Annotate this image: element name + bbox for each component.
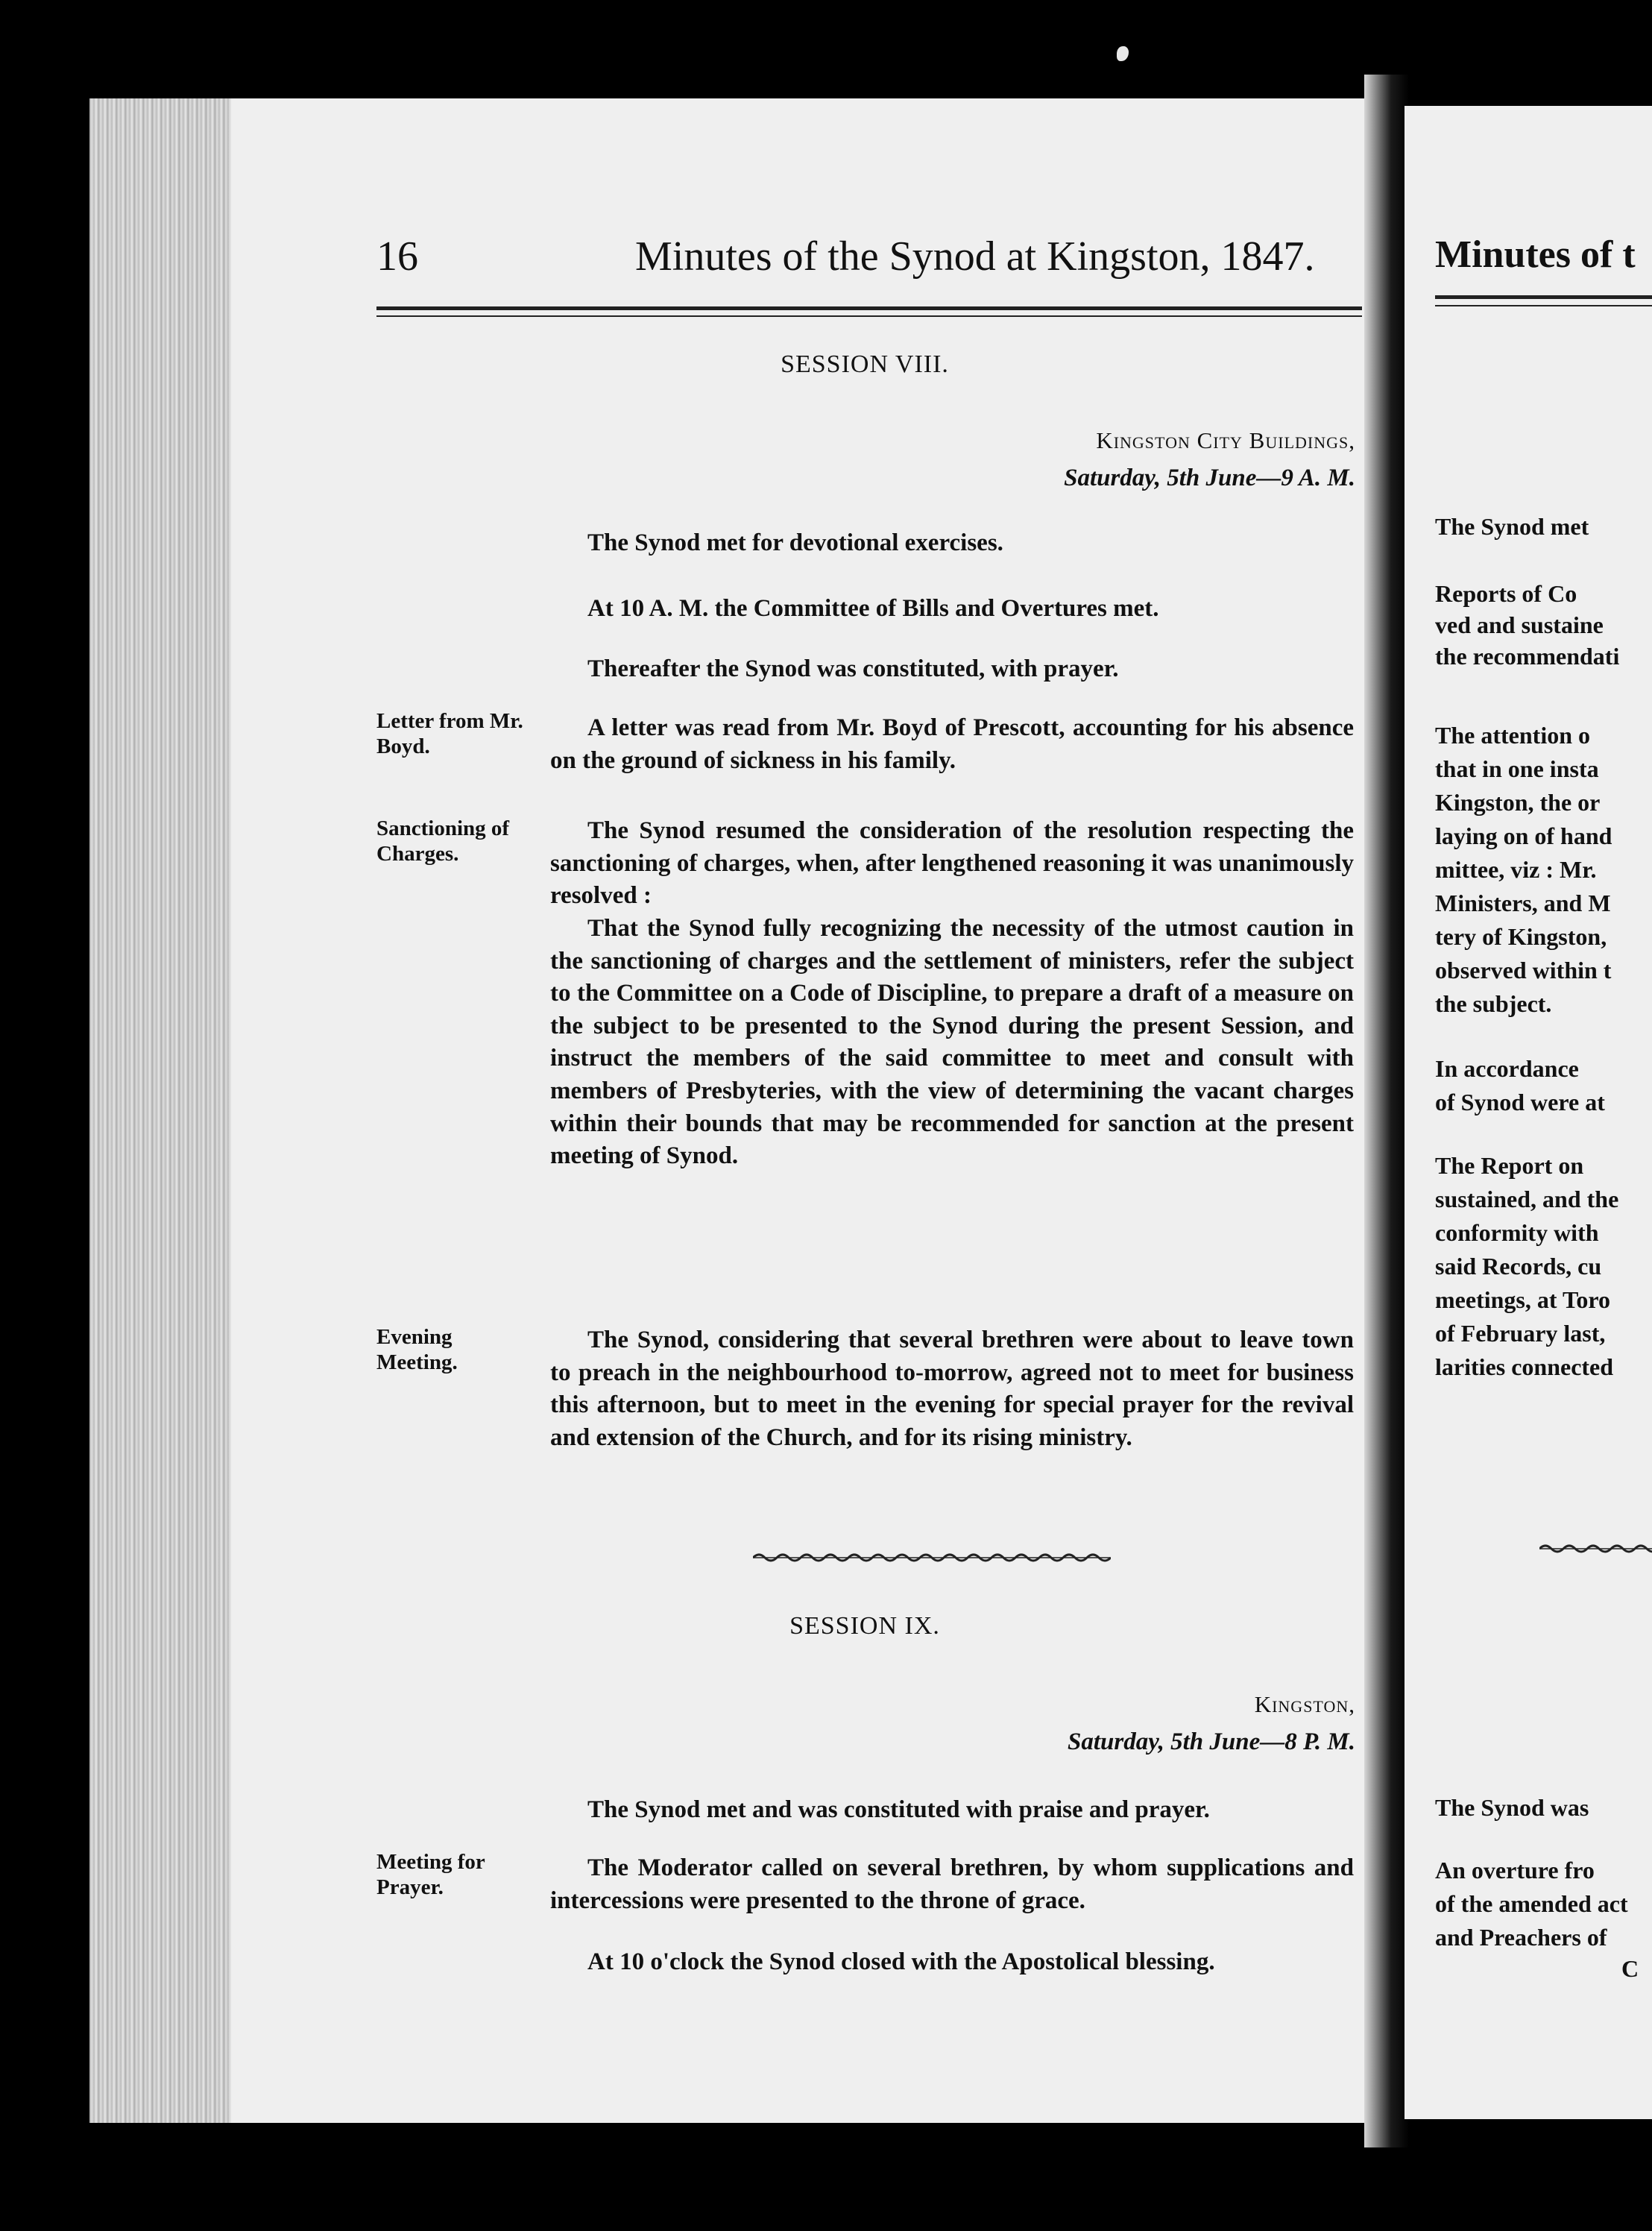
paragraph: A letter was read from Mr. Boyd of Prescott, accounting for his absence on the ground of sickness in his family. <box>550 714 1354 774</box>
session-ix-place: Kingston, <box>1254 1691 1355 1717</box>
page-edge-shading <box>89 98 231 2123</box>
right-text-line: the recommendati <box>1435 643 1620 670</box>
book-gutter <box>1364 75 1409 2147</box>
right-text-line: The Synod was <box>1435 1794 1589 1821</box>
right-text-line: An overture fro <box>1435 1857 1595 1884</box>
session-ix-title: SESSION IX. <box>789 1612 940 1640</box>
paragraph: The Synod met and was constituted with praise and prayer. <box>587 1796 1210 1823</box>
right-text-line: and Preachers of <box>1435 1924 1607 1951</box>
right-ornamental-divider <box>1539 1541 1652 1556</box>
margin-note-letter: Letter from Mr. Boyd. <box>376 709 523 758</box>
session-ix-date: Saturday, 5th June—8 P. M. <box>1067 1728 1355 1755</box>
running-title: Minutes of the Synod at Kingston, 1847. <box>635 233 1315 280</box>
paragraph: That the Synod fully recognizing the necessity of the utmost caution in the sanctioning of charges and the settlement of ministers, refer the subject to the Committee on a Code of Discipline, to prepare a draft of a measure on the subject to be presented to the Synod during the present Session, and instruct the members of the said committee to meet and consult with members of Presbyteries, with the view of determining the vacant charges within their bounds that may be recommended for sanction at the present meeting of Synod. <box>550 915 1354 1170</box>
right-text-line: laying on of hand <box>1435 822 1612 849</box>
paragraph: Thereafter the Synod was constituted, with prayer. <box>587 655 1119 682</box>
session-viii-date: Saturday, 5th June—9 A. M. <box>1064 465 1355 491</box>
right-text-line: Ministers, and M <box>1435 890 1611 916</box>
margin-note-evening: Evening Meeting. <box>376 1325 458 1374</box>
paragraph: The Synod resumed the consideration of the resolution respecting the sanctioning of charges, when, after lengthened reasoning it was unanimously resolved : <box>550 817 1354 910</box>
right-text-line: The attention o <box>1435 722 1590 749</box>
right-text-line: observed within t <box>1435 957 1612 984</box>
right-text-line: The Synod met <box>1435 513 1589 540</box>
right-text-line: In accordance <box>1435 1055 1579 1082</box>
right-text-line: larities connected <box>1435 1353 1614 1380</box>
right-text-line: the subject. <box>1435 990 1552 1017</box>
ornamental-divider <box>753 1550 1111 1565</box>
scan-speck <box>1117 46 1129 61</box>
margin-note-prayer: Meeting for Prayer. <box>376 1850 485 1899</box>
right-text-line: tery of Kingston, <box>1435 923 1607 950</box>
header-rule-thick <box>376 306 1362 310</box>
right-running-title: Minutes of t <box>1435 233 1636 276</box>
header-rule-thin <box>376 315 1362 317</box>
paragraph: The Synod, considering that several brethren were about to leave town to preach in the neighbourhood to-morrow, agreed not to meet for business this afternoon, but to meet in the evening for special prayer for the revival and extension of the Church, and for its rising ministry. <box>550 1327 1354 1451</box>
right-text-line: sustained, and the <box>1435 1186 1619 1212</box>
right-text-line: of Synod were at <box>1435 1089 1605 1116</box>
right-text-line: conformity with <box>1435 1219 1599 1246</box>
right-text-line: that in one insta <box>1435 755 1599 782</box>
paragraph: The Synod met for devotional exercises. <box>587 529 1003 556</box>
right-text-line: of the amended act <box>1435 1890 1628 1917</box>
right-signature-mark: C <box>1621 1955 1639 1982</box>
right-text-line: The Report on <box>1435 1152 1584 1179</box>
right-text-line: Reports of Co <box>1435 580 1577 607</box>
right-text-line: meetings, at Toro <box>1435 1286 1610 1313</box>
paragraph: The Moderator called on several brethren, by whom supplications and intercessions were presented to the throne of grace. <box>550 1854 1354 1914</box>
page-number: 16 <box>376 233 418 280</box>
right-text-line: said Records, cu <box>1435 1253 1602 1280</box>
right-text-line: Kingston, the or <box>1435 789 1601 816</box>
paragraph: At 10 o'clock the Synod closed with the Apostolical blessing. <box>587 1948 1215 1975</box>
session-viii-place: Kingston City Buildings, <box>1096 427 1355 453</box>
session-viii-title: SESSION VIII. <box>781 350 949 378</box>
right-header-rule-thick <box>1435 295 1652 299</box>
right-text-line: ved and sustaine <box>1435 611 1604 638</box>
right-text-line: mittee, viz : Mr. <box>1435 856 1597 883</box>
right-text-line: of February last, <box>1435 1320 1606 1347</box>
paragraph: At 10 A. M. the Committee of Bills and Overtures met. <box>587 595 1159 622</box>
right-header-rule-thin <box>1435 305 1652 306</box>
margin-note-sanctioning: Sanctioning of Charges. <box>376 816 510 866</box>
